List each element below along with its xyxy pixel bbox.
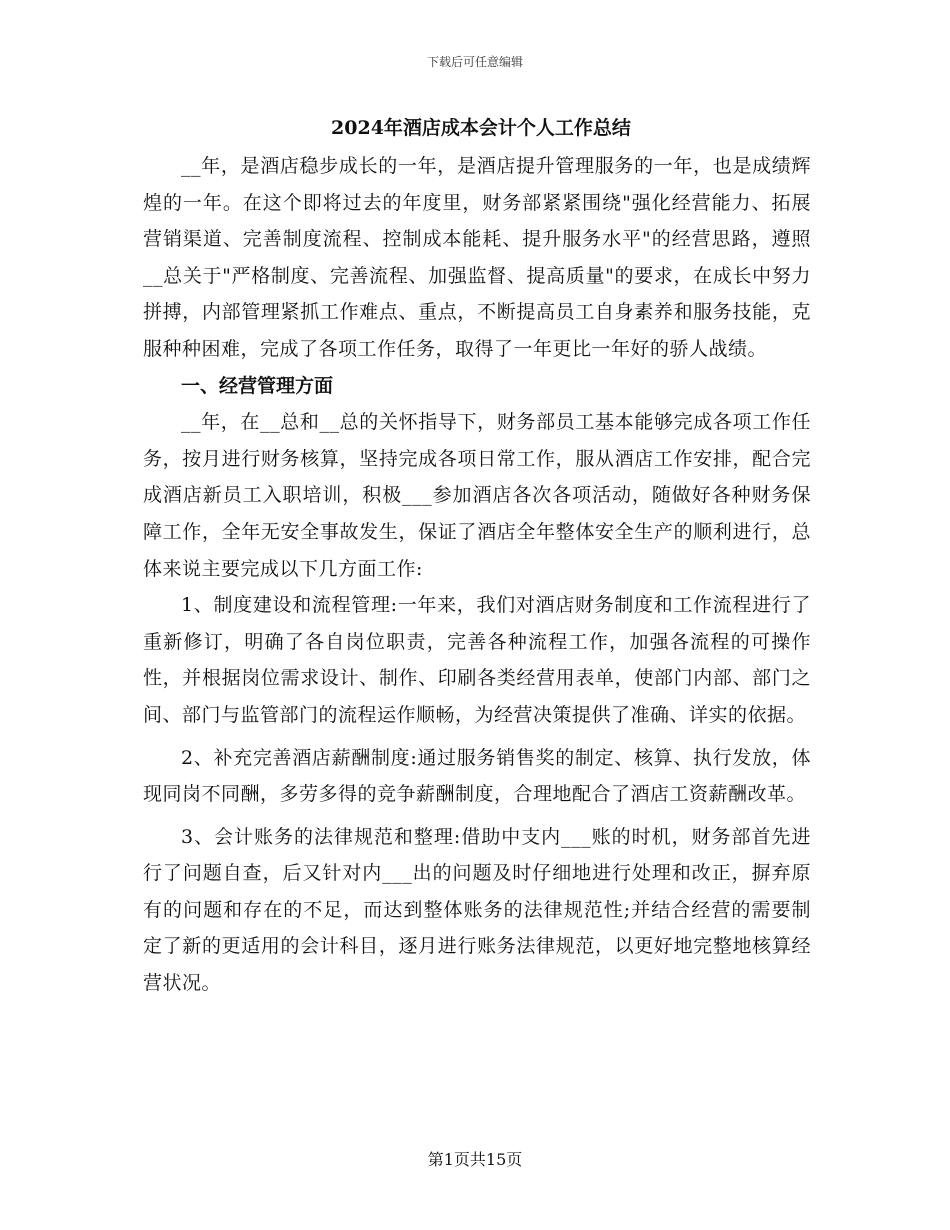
item-paragraph-3: 3、会计账务的法律规范和整理:借助中支内___账的时机，财务部首先进行了问题自查，后又针对内___出的问题及时仔细地进行处理和改正，摒弃原有的问题和存在的不足，而达到整体账务的法律规范性;并结合经营的需要制定了新的更适用的会计科目，逐月进行账务法律规范，以更好地完整地核算经营状况。: [143, 825, 811, 995]
header-note: 下载后可任意编辑: [426, 55, 523, 69]
section-paragraph: __年，在__总和__总的关怀指导下，财务部员工基本能够完成各项工作任务，按月进行财务核算，坚持完成各项日常工作，服从酒店工作安排，配合完成酒店新员工入职培训，积极___参加酒店各次各项活动，随做好各种财务保障工作，全年无安全事故发生，保证了酒店全年整体安全生产的顺利进行，总体来说主要完成以下几方面工作:: [143, 411, 811, 580]
intro-paragraph: __年，是酒店稳步成长的一年，是酒店提升管理服务的一年，也是成绩辉煌的一年。在这个即将过去的年度里，财务部紧紧围绕"强化经营能力、拓展营销渠道、完善制度流程、控制成本能耗、提升服务水平"的经营思路，遵照__总关于"严格制度、完善流程、加强监督、提高质量"的要求，在成长中努力拼搏，内部管理紧抓工作难点、重点，不断提高员工自身素养和服务技能，克服种种困难，完成了各项工作任务，取得了一年更比一年好的骄人战绩。: [143, 155, 811, 360]
document-title: 2024年酒店成本会计个人工作总结: [331, 117, 631, 139]
section-heading: 一、经营管理方面: [181, 374, 334, 397]
document-body: [143, 110, 811, 1002]
item-paragraph-1: 1、制度建设和流程管理:一年来，我们对酒店财务制度和工作流程进行了重新修订，明确了各自岗位职责，完善各种流程工作，加强各流程的可操作性，并根据岗位需求设计、制作、印刷各类经营用表单，使部门内部、部门之间、部门与监管部门的流程运作顺畅，为经营决策提供了准确、详实的依据。: [143, 594, 811, 726]
page-number: 第1页共15页: [427, 1150, 523, 1169]
item-paragraph-2: 2、补充完善酒店薪酬制度:通过服务销售奖的制定、核算、执行发放，体现同岗不同酬，多劳多得的竞争薪酬制度，合理地配合了酒店工资薪酬改革。: [143, 746, 811, 806]
